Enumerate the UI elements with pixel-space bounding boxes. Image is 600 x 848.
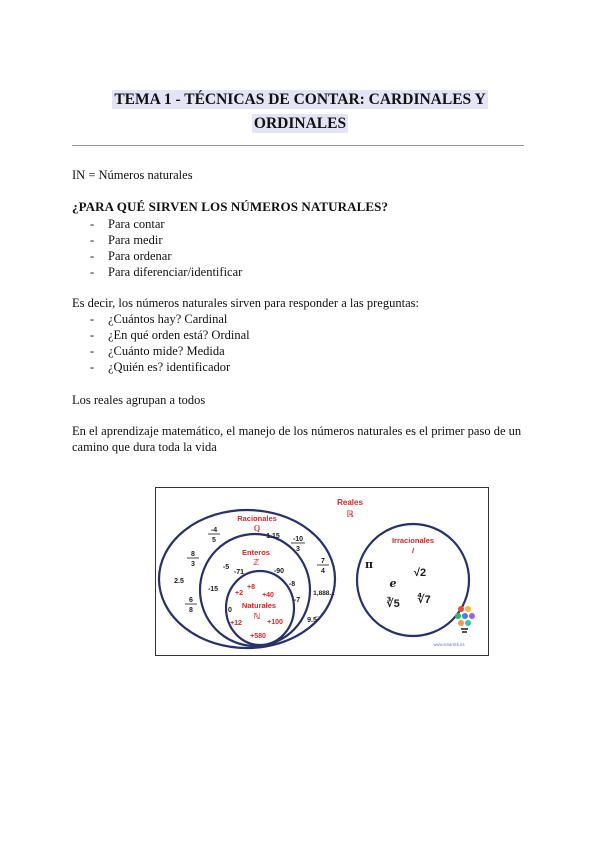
reales-label: Reales: [337, 498, 363, 507]
fraction-denominator: 8: [189, 607, 193, 614]
integer-value: -15: [207, 586, 219, 593]
natural-value: +8: [247, 584, 255, 591]
lightbulb-logo-icon: [455, 606, 475, 633]
fraction-denominator: 3: [296, 546, 300, 553]
rational-value: 2.5: [174, 578, 184, 585]
page-title: [72, 88, 528, 136]
number-sets-svg: [156, 488, 487, 654]
watermark-text: www.smartick.es: [433, 642, 465, 647]
racionales-label: Racionales: [237, 514, 277, 523]
fraction-numerator: -4: [210, 527, 218, 534]
list-item: - Para medir: [72, 232, 242, 248]
list-item: - Para ordenar: [72, 248, 242, 264]
question-heading: ¿PARA QUÉ SIRVEN LOS NÚMEROS NATURALES?: [72, 199, 389, 214]
natural-value: +2: [235, 590, 243, 597]
natural-value: +580: [250, 633, 266, 640]
enteros-symbol: ℤ: [252, 558, 260, 567]
fraction-numerator: 7: [321, 558, 325, 565]
reales-note: Los reales agrupan a todos: [72, 393, 206, 407]
irrational-value: ∛5: [386, 598, 400, 610]
title-divider: [72, 145, 524, 146]
natural-value: 0: [228, 607, 232, 614]
enteros-label: Enteros: [242, 548, 270, 557]
integer-value: -90: [273, 568, 285, 575]
rational-value: 1.15: [266, 533, 280, 540]
fraction-numerator: -10: [292, 536, 304, 543]
naturales-label: Naturales: [241, 601, 277, 610]
learning-paragraph-line-1: En el aprendizaje matemático, el manejo de los números naturales es el primer paso de un: [72, 424, 522, 438]
list-item: - ¿En qué orden está? Ordinal: [72, 327, 250, 343]
naturales-symbol: ℕ: [253, 612, 261, 621]
questions-intro: Es decir, los números naturales sirven para responder a las preguntas:: [72, 296, 419, 310]
integer-value: -8: [288, 581, 296, 588]
natural-value: +12: [230, 620, 242, 627]
rational-value: 9.5̅: [307, 617, 317, 624]
racionales-symbol: ℚ: [253, 524, 261, 533]
number-sets-diagram: [155, 487, 489, 656]
page-title-line-2: ORDINALES: [253, 115, 347, 132]
irracionales-label: Irracionales: [391, 536, 435, 545]
list-item: - Para diferenciar/identificar: [72, 264, 242, 280]
irrational-value: ∜7: [417, 594, 431, 606]
list-item: - ¿Quién es? identificador: [72, 359, 250, 375]
irrational-value: π: [364, 558, 374, 571]
list-item: - ¿Cuánto mide? Medida: [72, 343, 250, 359]
naturals-definition: IN = Números naturales: [72, 168, 193, 182]
fraction-denominator: 3: [191, 561, 195, 568]
irrational-value: √2: [413, 567, 427, 579]
rational-value: 1,888...: [313, 590, 335, 597]
natural-value: +40: [262, 592, 274, 599]
page-title-line-1: TEMA 1 - TÉCNICAS DE CONTAR: CARDINALES Y: [114, 91, 486, 108]
list-item: - ¿Cuántos hay? Cardinal: [72, 311, 250, 327]
questions-list: [72, 311, 250, 375]
irrational-value: e: [389, 577, 397, 590]
integer-value: -5: [222, 564, 230, 571]
reales-symbol: ℝ: [346, 509, 354, 519]
fraction-denominator: 5: [212, 537, 216, 544]
integer-value: -7: [293, 597, 301, 604]
learning-paragraph-line-2: camino que dura toda la vida: [72, 440, 217, 454]
list-item: - Para contar: [72, 216, 242, 232]
integer-value: -71: [233, 569, 245, 576]
natural-value: +100: [267, 619, 283, 626]
uses-list: [72, 216, 242, 280]
irracionales-symbol: I: [412, 548, 414, 555]
fraction-numerator: 8: [191, 551, 195, 558]
fraction-denominator: 4: [321, 568, 325, 575]
fraction-numerator: 6: [189, 597, 193, 604]
